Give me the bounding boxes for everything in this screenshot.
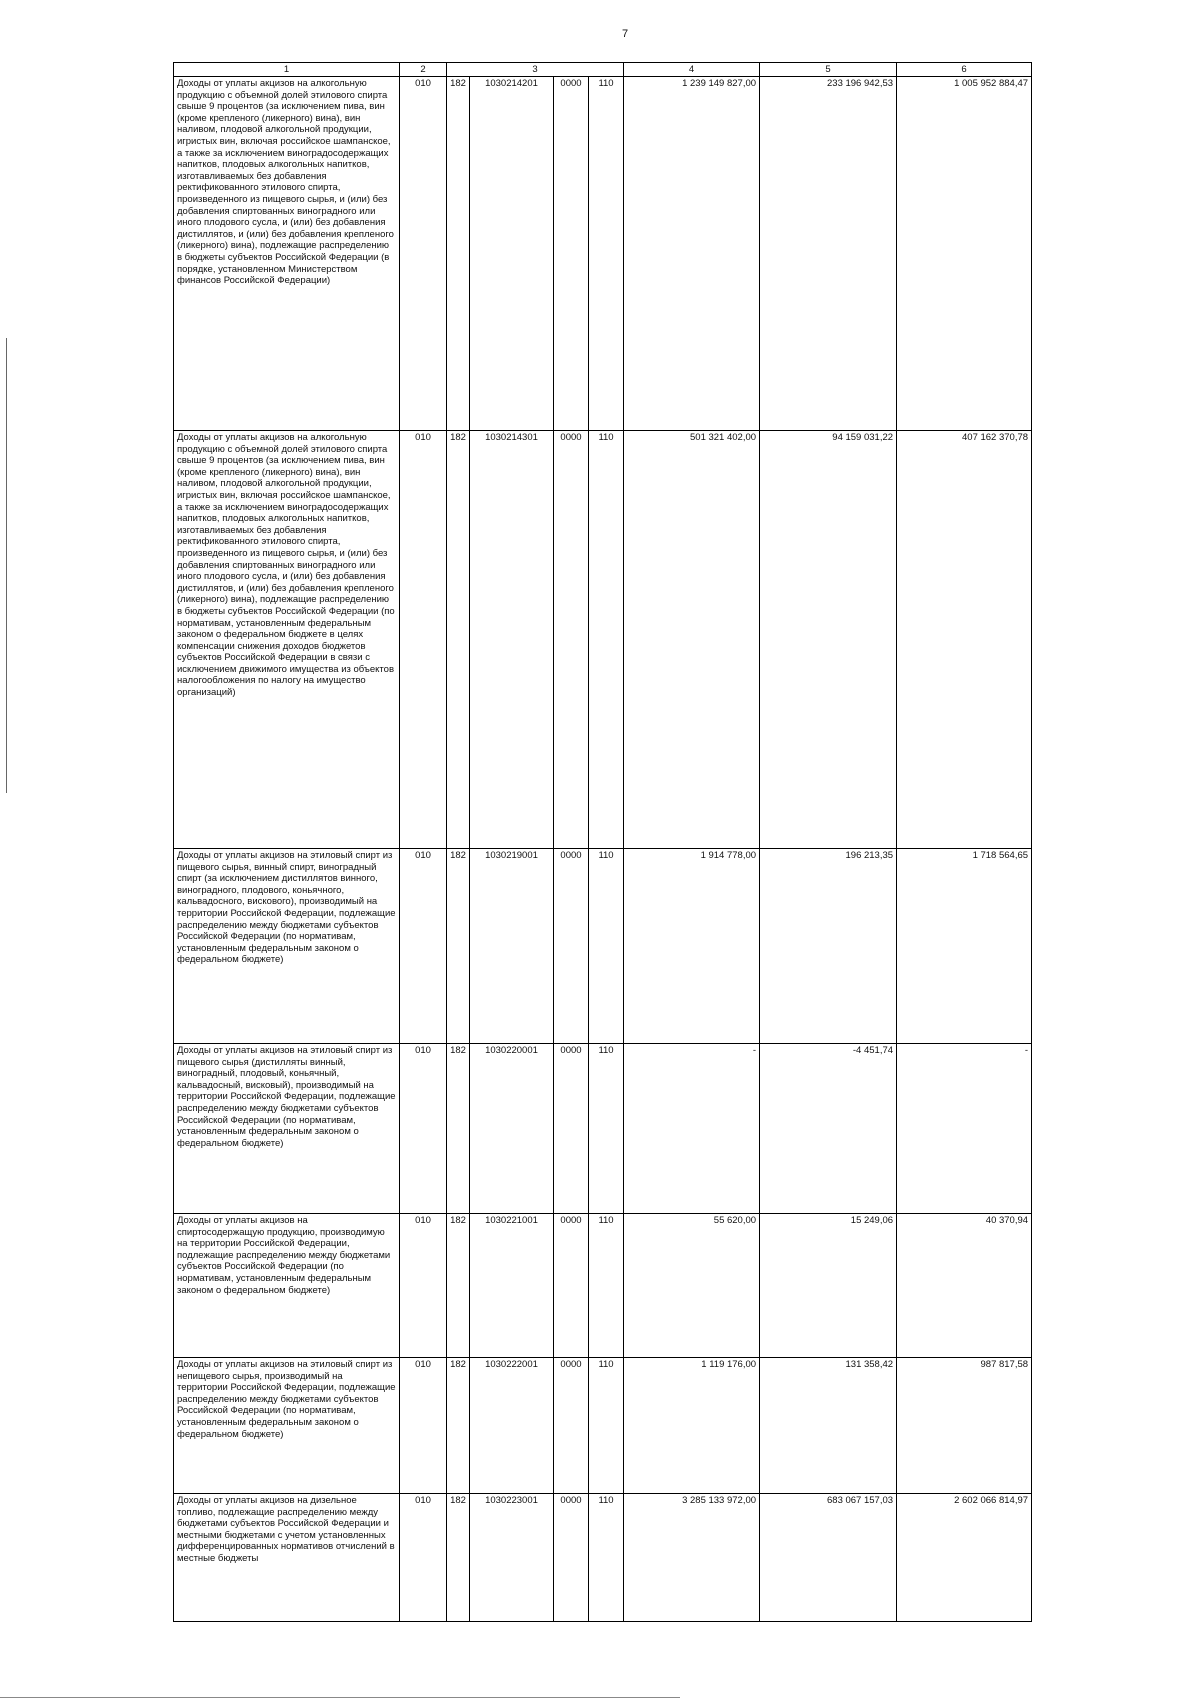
row-admin-code: 182 <box>447 1214 470 1358</box>
row-code-line: 010 <box>400 431 447 849</box>
header-row <box>174 63 1032 77</box>
row-kosgu-code: 110 <box>589 1494 624 1622</box>
table-row <box>174 1044 1032 1214</box>
row-unexecuted-amount: 1 718 564,65 <box>897 849 1032 1044</box>
row-unexecuted-amount: - <box>897 1044 1032 1214</box>
row-unexecuted-amount: 987 817,58 <box>897 1358 1032 1494</box>
row-program-code: 0000 <box>554 1494 589 1622</box>
row-program-code: 0000 <box>554 431 589 849</box>
table-row <box>174 77 1032 431</box>
row-admin-code: 182 <box>447 1044 470 1214</box>
row-description: Доходы от уплаты акцизов на дизельное топливо, подлежащие распределению между бюджетами субъектов Российской Федерации и местными бюджетами с учетом установленных дифференцированных нормативов отчислений в местные бюджеты <box>174 1494 400 1622</box>
row-program-code: 0000 <box>554 1358 589 1494</box>
row-program-code: 0000 <box>554 77 589 431</box>
row-approved-amount: 1 914 778,00 <box>624 849 760 1044</box>
row-code-line: 010 <box>400 1494 447 1622</box>
scan-margin-mark <box>6 338 7 793</box>
header-col-6: 6 <box>897 63 1032 77</box>
row-kbk-code: 1030219001 <box>470 849 554 1044</box>
row-description: Доходы от уплаты акцизов на алкогольную продукцию с объемной долей этилового спирта свыше 9 процентов (за исключением пива, вин (кроме крепленого (ликерного) вина), вин наливом, плодовой алкогольной продукции, игристых вин, включая российское шампанское, а также за исключением виноградосодержащих напитков, плодовых алкогольных напитков, изготавливаемых без добавления ректификованного этилового спирта, произведенного из пищевого сырья, и (или) без добавления спиртованных виноградного или иного плодового сусла, и (или) без добавления дистиллятов, и (или) без добавления крепленого (ликерного) вина), подлежащие распределению в бюджеты субъектов Российской Федерации (в порядке, установленном Министерством финансов Российской Федерации) <box>174 77 400 431</box>
row-description: Доходы от уплаты акцизов на этиловый спирт из пищевого сырья, винный спирт, виноградный спирт (за исключением дистиллятов винного, виноградного, плодового, коньячного, кальвадосного, вискового), производимый на территории Российской Федерации, подлежащие распределению между бюджетами субъектов Российской Федерации (по нормативам, установленным федеральным законом о федеральном бюджете) <box>174 849 400 1044</box>
row-executed-amount: -4 451,74 <box>760 1044 897 1214</box>
row-unexecuted-amount: 40 370,94 <box>897 1214 1032 1358</box>
table-row <box>174 849 1032 1044</box>
header-col-3: 3 <box>447 63 624 77</box>
row-kosgu-code: 110 <box>589 77 624 431</box>
row-kbk-code: 1030221001 <box>470 1214 554 1358</box>
row-admin-code: 182 <box>447 1494 470 1622</box>
row-code-line: 010 <box>400 1044 447 1214</box>
row-executed-amount: 94 159 031,22 <box>760 431 897 849</box>
row-code-line: 010 <box>400 849 447 1044</box>
row-program-code: 0000 <box>554 1214 589 1358</box>
row-kbk-code: 1030214301 <box>470 431 554 849</box>
row-kbk-code: 1030222001 <box>470 1358 554 1494</box>
row-kosgu-code: 110 <box>589 1044 624 1214</box>
row-description: Доходы от уплаты акцизов на этиловый спирт из пищевого сырья (дистилляты винный, виноградный, плодовый, коньячный, кальвадосный, висковый), производимый на территории Российской Федерации, подлежащие распределению между бюджетами субъектов Российской Федерации (по нормативам, установленным федеральным законом о федеральном бюджете) <box>174 1044 400 1214</box>
row-code-line: 010 <box>400 1214 447 1358</box>
scan-bottom-edge <box>0 1697 680 1698</box>
row-approved-amount: 1 119 176,00 <box>624 1358 760 1494</box>
row-program-code: 0000 <box>554 1044 589 1214</box>
table-row <box>174 1214 1032 1358</box>
table-row <box>174 1358 1032 1494</box>
row-admin-code: 182 <box>447 1358 470 1494</box>
row-program-code: 0000 <box>554 849 589 1044</box>
page-number: 7 <box>622 28 629 40</box>
row-approved-amount: 501 321 402,00 <box>624 431 760 849</box>
row-unexecuted-amount: 2 602 066 814,97 <box>897 1494 1032 1622</box>
row-kbk-code: 1030214201 <box>470 77 554 431</box>
header-col-2: 2 <box>400 63 447 77</box>
row-kosgu-code: 110 <box>589 1214 624 1358</box>
income-report-table <box>173 62 1032 1622</box>
row-approved-amount: 55 620,00 <box>624 1214 760 1358</box>
header-col-5: 5 <box>760 63 897 77</box>
header-col-4: 4 <box>624 63 760 77</box>
row-executed-amount: 131 358,42 <box>760 1358 897 1494</box>
row-approved-amount: - <box>624 1044 760 1214</box>
row-admin-code: 182 <box>447 849 470 1044</box>
row-executed-amount: 196 213,35 <box>760 849 897 1044</box>
row-description: Доходы от уплаты акцизов на алкогольную продукцию с объемной долей этилового спирта свыше 9 процентов (за исключением пива, вин (кроме крепленого (ликерного) вина), вин наливом, плодовой алкогольной продукции, игристых вин, включая российское шампанское, а также за исключением виноградосодержащих напитков, плодовых алкогольных напитков, изготавливаемых без добавления ректификованного этилового спирта, произведенного из пищевого сырья, и (или) без добавления спиртованных виноградного или иного плодового сусла, и (или) без добавления дистиллятов, и (или) без добавления крепленого (ликерного) вина), подлежащие распределению в бюджеты субъектов Российской Федерации (по нормативам, установленным федеральным законом о федеральном бюджете в целях компенсации снижения доходов бюджетов субъектов Российской Федерации в связи с исключением движимого имущества из объектов налогообложения по налогу на имущество организаций) <box>174 431 400 849</box>
row-description: Доходы от уплаты акцизов на спиртосодержащую продукцию, производимую на территории Российской Федерации, подлежащие распределению между бюджетами субъектов Российской Федерации (по нормативам, установленным федеральным законом о федеральном бюджете) <box>174 1214 400 1358</box>
header-col-1: 1 <box>174 63 400 77</box>
row-approved-amount: 1 239 149 827,00 <box>624 77 760 431</box>
row-kosgu-code: 110 <box>589 849 624 1044</box>
row-description: Доходы от уплаты акцизов на этиловый спирт из непищевого сырья, производимый на территории Российской Федерации, подлежащие распределению между бюджетами субъектов Российской Федерации (по нормативам, установленным федеральным законом о федеральном бюджете) <box>174 1358 400 1494</box>
table-row <box>174 1494 1032 1622</box>
row-kosgu-code: 110 <box>589 431 624 849</box>
row-admin-code: 182 <box>447 431 470 849</box>
row-code-line: 010 <box>400 77 447 431</box>
row-kbk-code: 1030220001 <box>470 1044 554 1214</box>
row-unexecuted-amount: 407 162 370,78 <box>897 431 1032 849</box>
row-kosgu-code: 110 <box>589 1358 624 1494</box>
row-code-line: 010 <box>400 1358 447 1494</box>
table-row <box>174 431 1032 849</box>
row-executed-amount: 233 196 942,53 <box>760 77 897 431</box>
row-approved-amount: 3 285 133 972,00 <box>624 1494 760 1622</box>
row-executed-amount: 15 249,06 <box>760 1214 897 1358</box>
row-admin-code: 182 <box>447 77 470 431</box>
row-kbk-code: 1030223001 <box>470 1494 554 1622</box>
row-unexecuted-amount: 1 005 952 884,47 <box>897 77 1032 431</box>
row-executed-amount: 683 067 157,03 <box>760 1494 897 1622</box>
